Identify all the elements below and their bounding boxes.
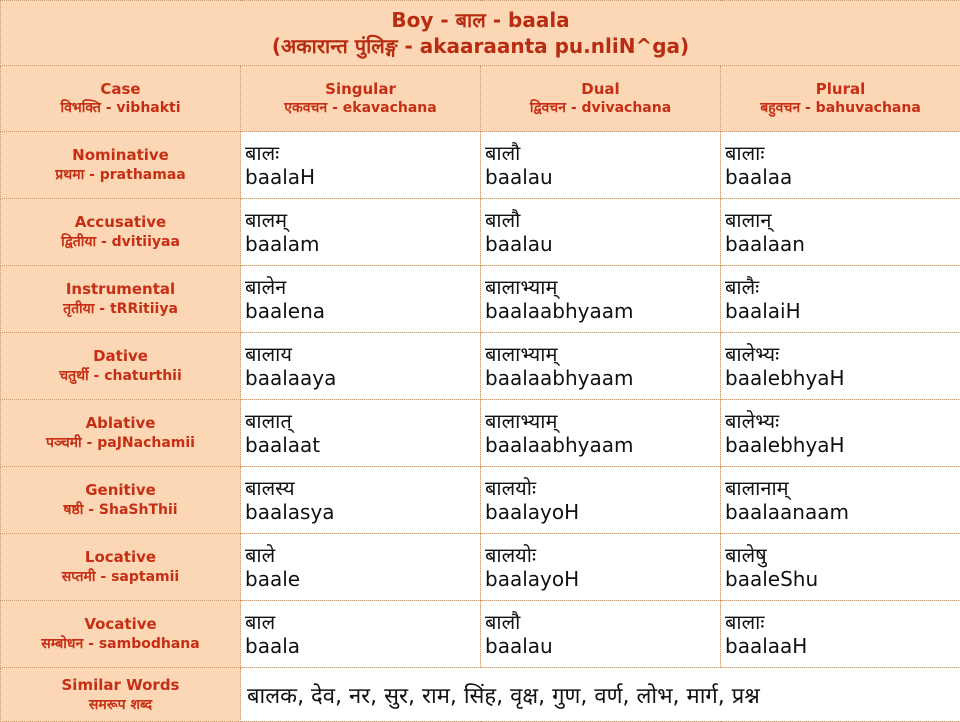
table-title [1,1,960,66]
plural-form: बालैः baalaiH [721,266,960,333]
singular-form: बालेन baalena [241,266,481,333]
plural-form: बालान् baalaan [721,199,960,266]
dual-form: बालाभ्याम् baalaabhyaam [481,266,721,333]
case-label: Accusative द्वितीया - dvitiiyaa [1,199,241,266]
case-label: Instrumental तृतीया - tRRitiiya [1,266,241,333]
singular-form: बाल baala [241,601,481,668]
singular-form: बालाय baalaaya [241,333,481,400]
title-line-2: (अकारान्त पुंलिङ्ग - akaaraanta pu.nliN^ga) [1,33,960,59]
singular-form: बालम् baalam [241,199,481,266]
similar-words-list: बालक, देव, नर, सुर, राम, सिंह, वृक्ष, गुण, वर्ण, लोभ, मार्ग, प्रश्न [241,668,960,722]
table-row [1,534,960,601]
plural-form: बालेषु baaleShu [721,534,960,601]
header-plural: Plural बहुवचन - bahuvachana [721,66,960,132]
singular-form: बालात् baalaat [241,400,481,467]
similar-words-row [1,668,960,722]
case-label: Locative सप्तमी - saptamii [1,534,241,601]
singular-form: बालस्य baalasya [241,467,481,534]
dual-form: बालयोः baalayoH [481,534,721,601]
header-row [1,66,960,132]
title-line-1: Boy - बाल - baala [1,7,960,33]
plural-form: बालानाम् baalaanaam [721,467,960,534]
dual-form: बालयोः baalayoH [481,467,721,534]
table-row [1,132,960,199]
dual-form: बालाभ्याम् baalaabhyaam [481,333,721,400]
dual-form: बालाभ्याम् baalaabhyaam [481,400,721,467]
table-row [1,467,960,534]
header-dual: Dual द्विवचन - dvivachana [481,66,721,132]
case-label: Nominative प्रथमा - prathamaa [1,132,241,199]
dual-form: बालौ baalau [481,199,721,266]
plural-form: बालाः baalaaH [721,601,960,668]
header-singular: Singular एकवचन - ekavachana [241,66,481,132]
case-label: Dative चतुर्थी - chaturthii [1,333,241,400]
case-label: Vocative सम्बोधन - sambodhana [1,601,241,668]
plural-form: बालाः baalaa [721,132,960,199]
header-case: Case विभक्ति - vibhakti [1,66,241,132]
case-label: Genitive षष्ठी - ShaShThii [1,467,241,534]
plural-form: बालेभ्यः baalebhyaH [721,333,960,400]
case-label: Ablative पञ्चमी - paJNachamii [1,400,241,467]
table-row [1,601,960,668]
table-row [1,266,960,333]
singular-form: बाले baale [241,534,481,601]
plural-form: बालेभ्यः baalebhyaH [721,400,960,467]
singular-form: बालः baalaH [241,132,481,199]
table-row [1,400,960,467]
dual-form: बालौ baalau [481,132,721,199]
table-row [1,333,960,400]
dual-form: बालौ baalau [481,601,721,668]
table-row [1,199,960,266]
similar-words-label: Similar Words समरूप शब्द [1,668,241,722]
